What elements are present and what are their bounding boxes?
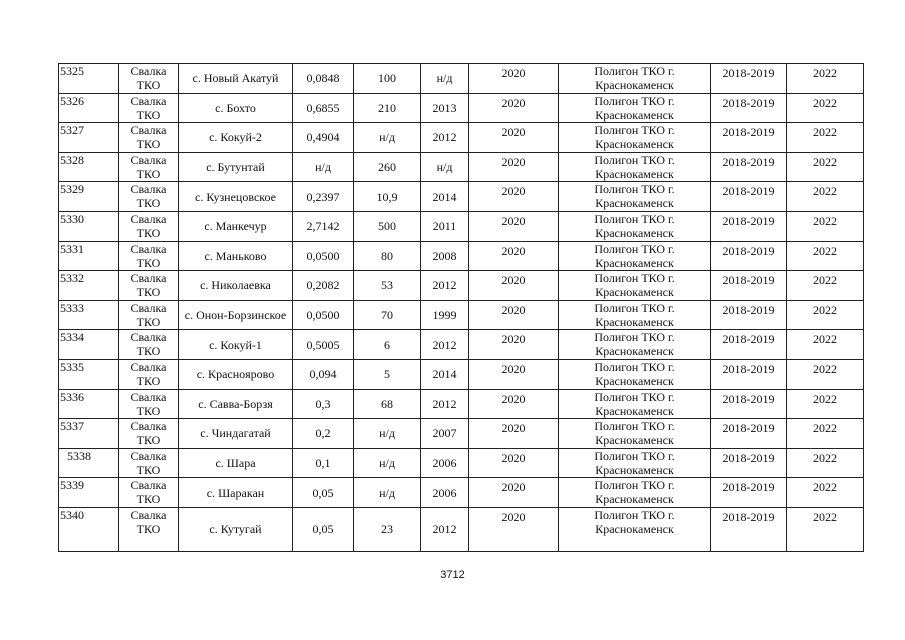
cell-plan-year: 2020 (469, 419, 559, 449)
cell-object-type: Свалка ТКО (119, 211, 179, 241)
cell-period: 2018-2019 (711, 123, 787, 153)
cell-object-type: Свалка ТКО (119, 271, 179, 301)
cell-locality: с. Манкечур (179, 211, 293, 241)
cell-locality: с. Кокуй-2 (179, 123, 293, 153)
cell-record-number: 5336 (59, 389, 119, 419)
cell-year-value: 2012 (421, 123, 469, 153)
cell-area-value: 0,1 (293, 448, 354, 478)
cell-plan-year: 2020 (469, 300, 559, 330)
cell-record-number: 5325 (59, 64, 119, 94)
cell-end-year: 2022 (787, 478, 864, 508)
table-row (59, 448, 864, 478)
cell-area-value: 0,6855 (293, 93, 354, 123)
cell-locality: с. Николаевка (179, 271, 293, 301)
cell-area-value: 0,0848 (293, 64, 354, 94)
table-row (59, 93, 864, 123)
table-row (59, 211, 864, 241)
page-number: 3712 (440, 569, 465, 581)
cell-end-year: 2022 (787, 93, 864, 123)
cell-period: 2018-2019 (711, 330, 787, 360)
cell-end-year: 2022 (787, 64, 864, 94)
cell-destination: Полигон ТКО г. Краснокаменск (559, 359, 711, 389)
cell-plan-year: 2020 (469, 271, 559, 301)
cell-destination: Полигон ТКО г. Краснокаменск (559, 300, 711, 330)
cell-end-year: 2022 (787, 507, 864, 551)
cell-object-type: Свалка ТКО (119, 182, 179, 212)
cell-year-value: 2012 (421, 271, 469, 301)
cell-object-type: Свалка ТКО (119, 152, 179, 182)
cell-year-value: 2014 (421, 359, 469, 389)
table-row (59, 152, 864, 182)
cell-period: 2018-2019 (711, 64, 787, 94)
cell-plan-year: 2020 (469, 448, 559, 478)
cell-volume-value: 260 (354, 152, 421, 182)
cell-plan-year: 2020 (469, 64, 559, 94)
cell-record-number: 5331 (59, 241, 119, 271)
cell-record-number: 5335 (59, 359, 119, 389)
cell-end-year: 2022 (787, 330, 864, 360)
cell-plan-year: 2020 (469, 152, 559, 182)
cell-destination: Полигон ТКО г. Краснокаменск (559, 389, 711, 419)
cell-area-value: 0,2 (293, 419, 354, 449)
cell-destination: Полигон ТКО г. Краснокаменск (559, 330, 711, 360)
cell-end-year: 2022 (787, 448, 864, 478)
cell-year-value: 2013 (421, 93, 469, 123)
cell-plan-year: 2020 (469, 241, 559, 271)
cell-period: 2018-2019 (711, 152, 787, 182)
cell-destination: Полигон ТКО г. Краснокаменск (559, 507, 711, 551)
cell-object-type: Свалка ТКО (119, 359, 179, 389)
cell-year-value: 2012 (421, 389, 469, 419)
cell-year-value: 2011 (421, 211, 469, 241)
cell-object-type: Свалка ТКО (119, 241, 179, 271)
cell-end-year: 2022 (787, 211, 864, 241)
cell-period: 2018-2019 (711, 507, 787, 551)
cell-volume-value: 6 (354, 330, 421, 360)
cell-destination: Полигон ТКО г. Краснокаменск (559, 448, 711, 478)
cell-destination: Полигон ТКО г. Краснокаменск (559, 271, 711, 301)
table-row (59, 330, 864, 360)
cell-plan-year: 2020 (469, 359, 559, 389)
cell-record-number: 5339 (59, 478, 119, 508)
cell-record-number: 5329 (59, 182, 119, 212)
cell-area-value: 0,05 (293, 507, 354, 551)
cell-plan-year: 2020 (469, 507, 559, 551)
cell-volume-value: 80 (354, 241, 421, 271)
cell-record-number: 5333 (59, 300, 119, 330)
cell-end-year: 2022 (787, 182, 864, 212)
cell-destination: Полигон ТКО г. Краснокаменск (559, 241, 711, 271)
table-row (59, 359, 864, 389)
cell-area-value: 0,094 (293, 359, 354, 389)
cell-end-year: 2022 (787, 389, 864, 419)
cell-volume-value: н/д (354, 123, 421, 153)
cell-object-type: Свалка ТКО (119, 64, 179, 94)
cell-record-number: 5326 (59, 93, 119, 123)
cell-destination: Полигон ТКО г. Краснокаменск (559, 123, 711, 153)
cell-year-value: 2006 (421, 478, 469, 508)
cell-plan-year: 2020 (469, 182, 559, 212)
cell-area-value: 0,4904 (293, 123, 354, 153)
cell-plan-year: 2020 (469, 478, 559, 508)
cell-period: 2018-2019 (711, 93, 787, 123)
cell-plan-year: 2020 (469, 211, 559, 241)
table-row (59, 241, 864, 271)
cell-period: 2018-2019 (711, 448, 787, 478)
cell-year-value: 2012 (421, 507, 469, 551)
cell-volume-value: н/д (354, 448, 421, 478)
cell-object-type: Свалка ТКО (119, 507, 179, 551)
cell-object-type: Свалка ТКО (119, 123, 179, 153)
cell-plan-year: 2020 (469, 389, 559, 419)
cell-volume-value: 68 (354, 389, 421, 419)
cell-volume-value: 500 (354, 211, 421, 241)
cell-object-type: Свалка ТКО (119, 478, 179, 508)
table-row (59, 419, 864, 449)
cell-record-number: 5340 (59, 507, 119, 551)
cell-area-value: 2,7142 (293, 211, 354, 241)
cell-locality: с. Новый Акатуй (179, 64, 293, 94)
cell-volume-value: н/д (354, 419, 421, 449)
cell-period: 2018-2019 (711, 359, 787, 389)
cell-year-value: 2008 (421, 241, 469, 271)
cell-end-year: 2022 (787, 300, 864, 330)
cell-volume-value: 100 (354, 64, 421, 94)
cell-period: 2018-2019 (711, 271, 787, 301)
cell-locality: с. Кутугай (179, 507, 293, 551)
cell-plan-year: 2020 (469, 93, 559, 123)
cell-year-value: 2014 (421, 182, 469, 212)
cell-period: 2018-2019 (711, 182, 787, 212)
cell-record-number: 5328 (59, 152, 119, 182)
cell-object-type: Свалка ТКО (119, 330, 179, 360)
cell-area-value: 0,05 (293, 478, 354, 508)
cell-destination: Полигон ТКО г. Краснокаменск (559, 93, 711, 123)
cell-object-type: Свалка ТКО (119, 389, 179, 419)
cell-volume-value: н/д (354, 478, 421, 508)
table-row (59, 182, 864, 212)
table-row (59, 507, 864, 551)
cell-area-value: 0,5005 (293, 330, 354, 360)
cell-locality: с. Шара (179, 448, 293, 478)
cell-volume-value: 5 (354, 359, 421, 389)
cell-object-type: Свалка ТКО (119, 93, 179, 123)
cell-year-value: 2012 (421, 330, 469, 360)
cell-area-value: 0,2082 (293, 271, 354, 301)
cell-record-number: 5338 (59, 448, 119, 478)
cell-period: 2018-2019 (711, 300, 787, 330)
cell-record-number: 5332 (59, 271, 119, 301)
cell-locality: с. Краснoярово (179, 359, 293, 389)
cell-object-type: Свалка ТКО (119, 300, 179, 330)
cell-area-value: 0,0500 (293, 241, 354, 271)
cell-end-year: 2022 (787, 241, 864, 271)
cell-record-number: 5337 (59, 419, 119, 449)
cell-period: 2018-2019 (711, 389, 787, 419)
cell-volume-value: 53 (354, 271, 421, 301)
cell-year-value: н/д (421, 64, 469, 94)
cell-end-year: 2022 (787, 152, 864, 182)
table-row (59, 478, 864, 508)
cell-locality: с. Бохто (179, 93, 293, 123)
table-row (59, 389, 864, 419)
cell-locality: с. Чиндагатай (179, 419, 293, 449)
cell-locality: с. Бутунтай (179, 152, 293, 182)
cell-year-value: 2007 (421, 419, 469, 449)
cell-locality: с. Шаракан (179, 478, 293, 508)
cell-record-number: 5327 (59, 123, 119, 153)
cell-period: 2018-2019 (711, 478, 787, 508)
cell-destination: Полигон ТКО г. Краснокаменск (559, 211, 711, 241)
cell-destination: Полигон ТКО г. Краснокаменск (559, 64, 711, 94)
cell-locality: с. Маньково (179, 241, 293, 271)
cell-locality: с. Кокуй-1 (179, 330, 293, 360)
cell-period: 2018-2019 (711, 241, 787, 271)
table-row (59, 123, 864, 153)
cell-destination: Полигон ТКО г. Краснокаменск (559, 478, 711, 508)
cell-end-year: 2022 (787, 271, 864, 301)
cell-object-type: Свалка ТКО (119, 448, 179, 478)
cell-volume-value: 10,9 (354, 182, 421, 212)
cell-end-year: 2022 (787, 359, 864, 389)
cell-year-value: н/д (421, 152, 469, 182)
table-row (59, 64, 864, 94)
cell-object-type: Свалка ТКО (119, 419, 179, 449)
cell-area-value: 0,2397 (293, 182, 354, 212)
cell-destination: Полигон ТКО г. Краснокаменск (559, 182, 711, 212)
cell-area-value: 0,0500 (293, 300, 354, 330)
cell-end-year: 2022 (787, 123, 864, 153)
table-row (59, 271, 864, 301)
cell-volume-value: 70 (354, 300, 421, 330)
cell-volume-value: 210 (354, 93, 421, 123)
cell-year-value: 1999 (421, 300, 469, 330)
cell-end-year: 2022 (787, 419, 864, 449)
cell-plan-year: 2020 (469, 330, 559, 360)
cell-year-value: 2006 (421, 448, 469, 478)
cell-record-number: 5334 (59, 330, 119, 360)
cell-destination: Полигон ТКО г. Краснокаменск (559, 152, 711, 182)
cell-locality: с. Онон-Борзинское (179, 300, 293, 330)
cell-area-value: 0,3 (293, 389, 354, 419)
cell-period: 2018-2019 (711, 419, 787, 449)
cell-area-value: н/д (293, 152, 354, 182)
cell-record-number: 5330 (59, 211, 119, 241)
cell-period: 2018-2019 (711, 211, 787, 241)
cell-plan-year: 2020 (469, 123, 559, 153)
landfill-table (58, 63, 864, 552)
cell-volume-value: 23 (354, 507, 421, 551)
cell-locality: с. Кузнецовское (179, 182, 293, 212)
cell-locality: с. Савва-Борзя (179, 389, 293, 419)
cell-destination: Полигон ТКО г. Краснокаменск (559, 419, 711, 449)
table-row (59, 300, 864, 330)
